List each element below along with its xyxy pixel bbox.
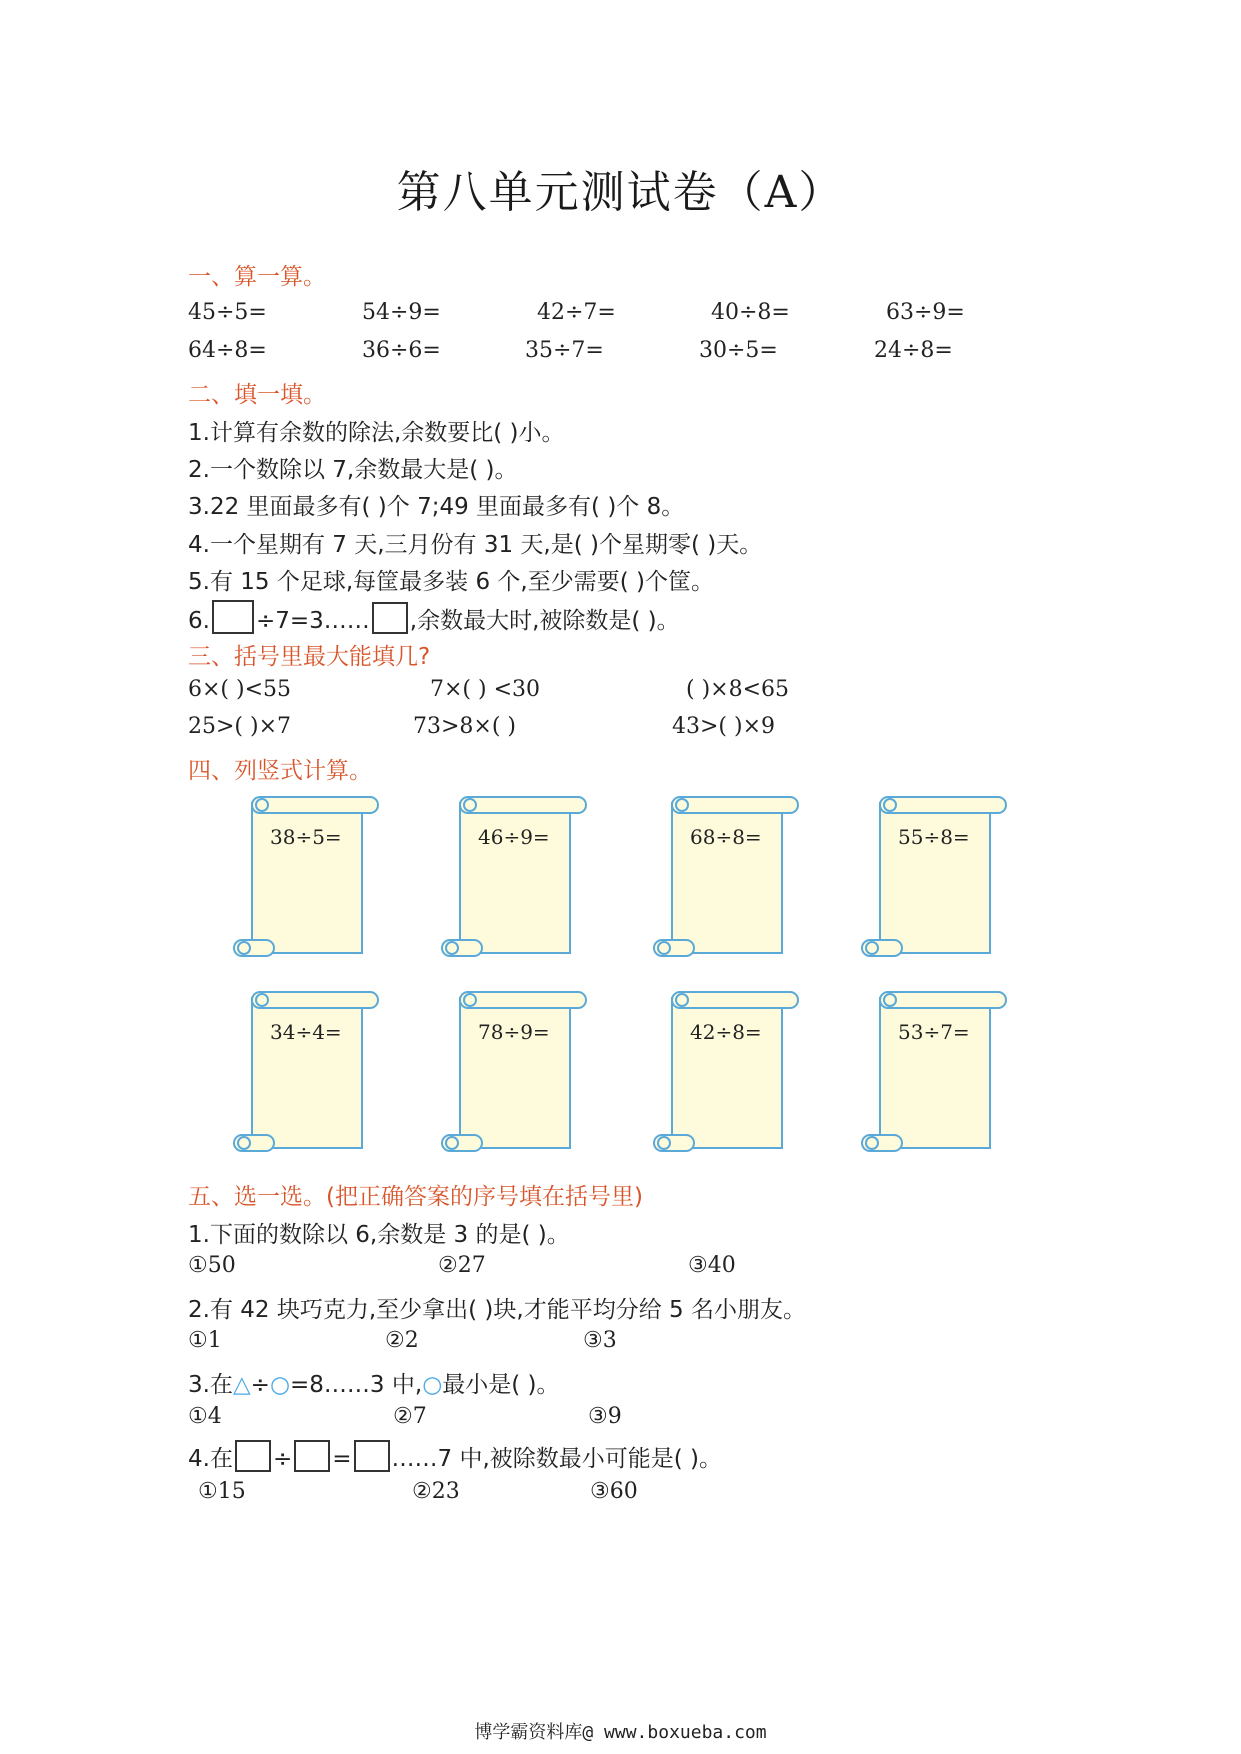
compare-item: 43>( )×9 — [672, 714, 776, 739]
blank-box — [354, 1440, 390, 1472]
circle-icon: ○ — [269, 1372, 291, 1398]
calc-item: 24÷8= — [874, 338, 953, 363]
q3-div: ÷ — [250, 1372, 270, 1398]
q4-suffix: ……7 中,被除数最小可能是( )。 — [391, 1446, 723, 1472]
fill-item: 4.一个星期有 7 天,三月份有 31 天,是( )个星期零( )天。 — [188, 532, 763, 558]
choice-option: ③60 — [590, 1479, 638, 1504]
item6-mid: ÷7=3…… — [255, 608, 370, 634]
choice-question: 2.有 42 块巧克力,至少拿出( )块,才能平均分给 5 名小朋友。 — [188, 1297, 806, 1323]
scroll-card — [652, 795, 792, 960]
item6-prefix: 6. — [188, 608, 210, 634]
scroll-card — [440, 795, 580, 960]
calc-item: 30÷5= — [699, 338, 778, 363]
scroll-icon — [652, 990, 802, 1155]
compare-item: 73>8×( ) — [413, 714, 517, 739]
scroll-icon — [232, 795, 382, 960]
calc-item: 42÷7= — [537, 300, 616, 325]
scroll-card — [652, 990, 792, 1155]
compare-item: 7×( ) <30 — [430, 677, 541, 702]
q4-prefix: 4.在 — [188, 1446, 233, 1472]
choice-question-4 — [188, 1440, 722, 1473]
fill-item: 3.22 里面最多有( )个 7;49 里面最多有( )个 8。 — [188, 494, 685, 520]
scroll-card — [440, 990, 580, 1155]
fill-item-6 — [188, 600, 680, 635]
q4-div: ÷ — [272, 1446, 293, 1472]
choice-option: ①4 — [188, 1404, 222, 1429]
circle-icon: ○ — [422, 1372, 443, 1398]
scroll-card — [232, 795, 372, 960]
division-expression: 34÷4= — [270, 1020, 342, 1044]
calc-item: 63÷9= — [886, 300, 965, 325]
scroll-card — [860, 795, 1000, 960]
choice-option: ③40 — [688, 1253, 736, 1278]
scroll-icon — [440, 795, 590, 960]
division-expression: 55÷8= — [898, 825, 970, 849]
choice-question: 1.下面的数除以 6,余数是 3 的是( )。 — [188, 1222, 570, 1248]
q4-eq: = — [332, 1446, 352, 1472]
choice-option: ②7 — [393, 1404, 427, 1429]
choice-option: ①50 — [188, 1253, 236, 1278]
choice-option: ①15 — [198, 1479, 246, 1504]
compare-item: ( )×8<65 — [686, 677, 790, 702]
item6-suffix: ,余数最大时,被除数是( )。 — [409, 608, 680, 634]
choice-option: ③3 — [583, 1328, 617, 1353]
scroll-card — [860, 990, 1000, 1155]
page-title: 第八单元测试卷（A） — [396, 167, 845, 218]
fill-item: 1.计算有余数的除法,余数要比( )小。 — [188, 420, 565, 446]
compare-item: 6×( )<55 — [188, 677, 292, 702]
calc-item: 45÷5= — [188, 300, 267, 325]
footer-source: 博学霸资料库@ www.boxueba.com — [474, 1722, 767, 1743]
section5-heading: 五、选一选。(把正确答案的序号填在括号里) — [188, 1184, 643, 1210]
scroll-icon — [860, 795, 1010, 960]
fill-item: 2.一个数除以 7,余数最大是( )。 — [188, 457, 518, 483]
calc-item: 40÷8= — [711, 300, 790, 325]
division-expression: 68÷8= — [690, 825, 762, 849]
division-expression: 46÷9= — [478, 825, 550, 849]
calc-item: 35÷7= — [525, 338, 604, 363]
division-expression: 78÷9= — [478, 1020, 550, 1044]
q3-mid: =8……3 中, — [290, 1372, 423, 1398]
choice-option: ②2 — [385, 1328, 419, 1353]
choice-option: ②23 — [412, 1479, 460, 1504]
q3-suffix: 最小是( )。 — [442, 1372, 560, 1398]
choice-question-3 — [188, 1366, 560, 1399]
blank-box — [235, 1440, 271, 1472]
division-expression: 53÷7= — [898, 1020, 970, 1044]
blank-box — [212, 600, 254, 634]
division-expression: 38÷5= — [270, 825, 342, 849]
scroll-icon — [860, 990, 1010, 1155]
blank-box — [372, 602, 408, 634]
section1-heading: 一、算一算。 — [188, 264, 326, 290]
triangle-icon: △ — [232, 1372, 251, 1398]
calc-item: 36÷6= — [362, 338, 441, 363]
q3-prefix: 3.在 — [188, 1372, 233, 1398]
section4-heading: 四、列竖式计算。 — [188, 758, 372, 784]
fill-item: 5.有 15 个足球,每筐最多装 6 个,至少需要( )个筐。 — [188, 569, 714, 595]
division-expression: 42÷8= — [690, 1020, 762, 1044]
choice-option: ①1 — [188, 1328, 222, 1353]
calc-item: 64÷8= — [188, 338, 267, 363]
scroll-card — [232, 990, 372, 1155]
choice-option: ③9 — [588, 1404, 622, 1429]
compare-item: 25>( )×7 — [188, 714, 292, 739]
section3-heading: 三、括号里最大能填几? — [188, 644, 431, 670]
blank-box — [294, 1440, 330, 1472]
calc-item: 54÷9= — [362, 300, 441, 325]
choice-option: ②27 — [438, 1253, 486, 1278]
scroll-icon — [652, 795, 802, 960]
scroll-icon — [232, 990, 382, 1155]
scroll-icon — [440, 990, 590, 1155]
section2-heading: 二、填一填。 — [188, 382, 326, 408]
